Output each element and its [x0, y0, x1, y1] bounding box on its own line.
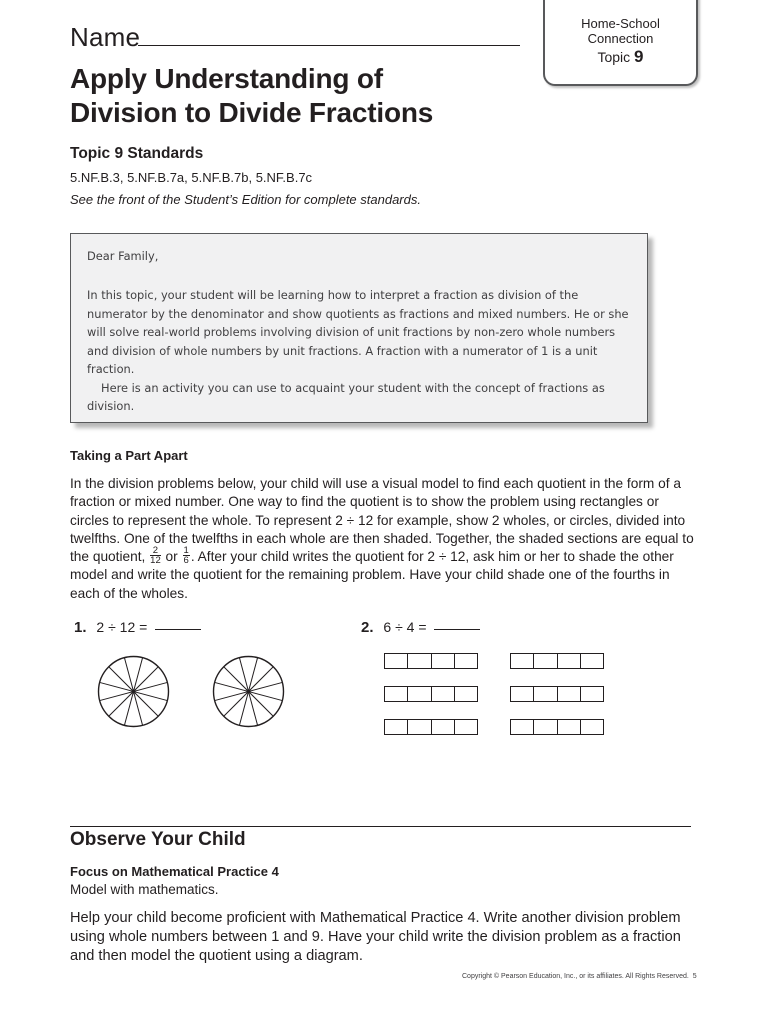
- circle-model-2[interactable]: [212, 655, 285, 728]
- rectangle-model-5[interactable]: [384, 719, 478, 735]
- name-field-line[interactable]: [138, 45, 520, 46]
- standards-list: 5.NF.B.3, 5.NF.B.7a, 5.NF.B.7b, 5.NF.B.7c: [70, 170, 313, 185]
- activity-instructions: [70, 475, 700, 603]
- help-paragraph: Help your child become proficient with Mathematical Practice 4. Write another division problem using whole numbers between 1 and 9. Have your child write the division problem as a fraction and then model the quotient using a diagram.: [70, 910, 681, 964]
- problem-1-expression: 2 ÷ 12 =: [96, 619, 148, 635]
- circle-model-1[interactable]: [97, 655, 170, 728]
- activity-heading: Taking a Part Apart: [70, 448, 188, 463]
- footer-copyright: [462, 973, 697, 980]
- rectangle-model-1[interactable]: [384, 653, 478, 669]
- tab-topic-label: Topic: [597, 49, 631, 65]
- activity-connector: or: [165, 549, 178, 565]
- fraction-denominator: 6: [183, 555, 189, 567]
- tab-line-1: Home-School: [581, 16, 660, 31]
- letter-paragraph-1: In this topic, your student will be learning how to interpret a fraction as division of the numerator by the denominator and show quotients as fractions and mixed numbers. He or she will solve real-world problems involving division of unit fractions by non-zero whole numbers and division of whole numbers by unit fractions. A fraction with a numerator of 1 is a unit fraction.: [87, 288, 629, 376]
- letter-salutation: Dear Family,: [87, 249, 159, 263]
- fraction-numerator: 2: [150, 546, 161, 556]
- observe-heading: Observe Your Child: [70, 829, 246, 850]
- name-label: Name: [70, 22, 141, 52]
- focus-subtitle: Model with mathematics.: [70, 882, 219, 897]
- title-line-1: Apply Understanding of: [70, 63, 383, 94]
- problem-1-answer-blank[interactable]: [155, 629, 201, 630]
- title-line-2: Division to Divide Fractions: [70, 97, 434, 128]
- problem-1: [74, 619, 201, 636]
- section-divider: [70, 826, 691, 827]
- rectangle-model-6[interactable]: [510, 719, 604, 735]
- problem-2: [361, 619, 480, 636]
- fraction-denominator: 12: [150, 555, 161, 567]
- activity-text-after: . After your child writes the quotient for 2 ÷ 12, ask him or her to shade the other model and write the quotient for the remaining problem. Have your child shade one of the fourths in each of the wholes.: [70, 549, 674, 601]
- fraction-1-6: [183, 546, 190, 565]
- problem-2-expression: 6 ÷ 4 =: [383, 619, 427, 635]
- circle-model-1-spokes: [100, 658, 168, 726]
- home-school-tab: [543, 0, 698, 86]
- family-letter-box: [70, 233, 648, 423]
- fraction-numerator: 1: [183, 545, 189, 557]
- standards-note: See the front of the Student’s Edition for complete standards.: [70, 192, 421, 207]
- page-number: 5: [692, 973, 697, 980]
- copyright-text: Copyright © Pearson Education, Inc., or its affiliates. All Rights Reserved.: [462, 973, 689, 980]
- tab-topic-number: 9: [634, 47, 644, 66]
- page-title: [70, 62, 433, 130]
- focus-heading: Focus on Mathematical Practice 4: [70, 864, 279, 879]
- rectangle-model-4[interactable]: [510, 686, 604, 702]
- problem-2-answer-blank[interactable]: [434, 629, 480, 630]
- circle-model-2-spokes: [215, 658, 283, 726]
- rectangle-model-2[interactable]: [510, 653, 604, 669]
- rectangle-model-3[interactable]: [384, 686, 478, 702]
- problem-1-number: 1.: [74, 619, 87, 636]
- letter-paragraph-2: Here is an activity you can use to acquaint your student with the concept of fractions as division.: [87, 380, 605, 413]
- letter-body: [87, 286, 635, 416]
- activity-text-before: In the division problems below, your child will use a visual model to find each quotient in the form of a fraction or mixed number. One way to find the quotient is to show the problem using rectangles or circles to represent the whole. To represent 2 ÷ 12 for example, show 2 wholes, or circles, divided into twelfths. One of the twelfths in each whole are then shaded. Together, the shaded sections are equal to the quotient,: [70, 476, 694, 565]
- tab-line-2: Connection: [587, 31, 654, 46]
- problem-2-number: 2.: [361, 619, 374, 636]
- tab-topic: [545, 47, 696, 67]
- standards-heading: Topic 9 Standards: [70, 145, 204, 162]
- fraction-2-12: [150, 546, 161, 565]
